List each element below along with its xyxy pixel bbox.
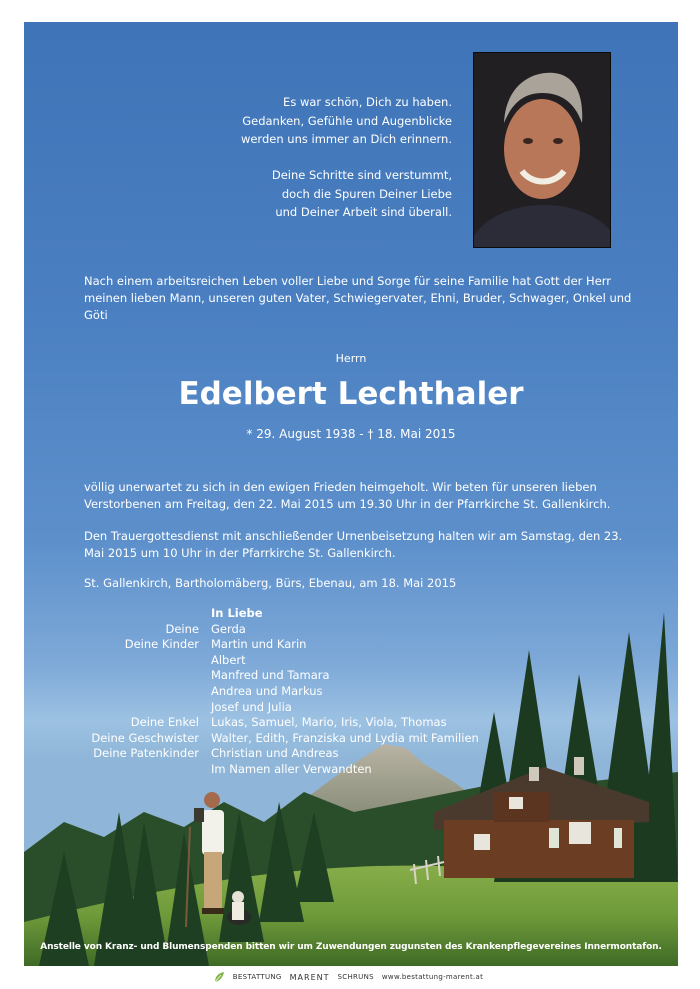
mourner-role: Deine Geschwister [91,730,199,745]
mourner-names: Im Namen aller Verwandten [211,761,372,776]
mourner-names: Lukas, Samuel, Mario, Iris, Viola, Thomas [211,715,447,730]
footer-brand: MARENT [289,972,330,982]
funeral-home-footer [0,968,700,986]
mourner-row [24,746,678,762]
mourner-role: Deine Patenkinder [93,746,199,761]
mourner-names: Gerda [211,621,246,636]
mourners-list [24,606,678,778]
mourner-row [24,731,678,747]
mourner-row [24,622,678,638]
mourner-row [24,668,678,684]
mourner-row [24,637,678,653]
mourner-role: Deine [165,621,199,636]
mourner-role [24,653,211,669]
funeral-paragraph: Den Trauergottesdienst mit anschließender Urnenbeisetzung halten wir am Samstag, den 23. Mai 2015 um 10 Uhr in der Pfarrkirche St. Gallenkirch. [84,529,623,560]
obituary-card [24,22,678,966]
mourner-row [24,653,678,669]
leaf-logo-icon [213,971,225,983]
mourner-role [24,668,211,684]
mourner-role [24,700,211,716]
donation-notice: Anstelle von Kranz- und Blumenspenden bitten wir um Zuwendungen zugunsten des Krankenpflegevereines Innermontafon. [40,942,662,952]
mourner-names: Christian und Andreas [211,746,339,761]
poem-line: werden uns immer an Dich erinnern. [240,132,452,146]
life-dates: * 29. August 1938 - † 18. Mai 2015 [246,427,456,441]
mourners-heading-row [24,606,678,622]
mourner-names: Martin und Karin [211,637,307,652]
mourner-names: Albert [211,652,246,667]
mourner-role: Deine Kinder [124,637,199,652]
poem-line: Gedanken, Gefühle und Augenblicke [242,113,452,128]
mourner-role [24,762,211,778]
mourner-role [24,684,211,700]
footer-prefix: BESTATTUNG [232,973,282,981]
mourner-row [24,715,678,731]
mourner-names: Josef und Julia [211,699,292,714]
mourner-names: Manfred und Tamara [211,668,330,683]
mourner-row [24,762,678,778]
mourner-names: Andrea und Markus [211,683,323,698]
prayer-paragraph: völlig unerwartet zu sich in den ewigen Frieden heimgeholt. Wir beten für unseren lieben Verstorbenen am Freitag, den 22. Mai 2015 um 19.30 Uhr in der Pfarrkirche St. Gallenkirch. [84,480,611,511]
poem-line: doch die Spuren Deiner Liebe [281,186,452,201]
poem-line: Es war schön, Dich zu haben. [283,95,452,109]
mourner-row [24,700,678,716]
footer-town: SCHRUNS [337,973,374,981]
poem-stanza-1 [241,93,452,149]
footer-url[interactable]: www.bestattung-marent.at [381,973,484,981]
portrait-photo [473,52,611,248]
salutation: Herrn [335,352,367,365]
poem-stanza-2 [272,166,452,222]
mourner-role: Deine Enkel [130,715,199,730]
deceased-name: Edelbert Lechthaler [178,376,524,412]
mourner-row [24,684,678,700]
intro-text: Nach einem arbeitsreichen Leben voller Liebe und Sorge für seine Familie hat Gott der Herr meinen lieben Mann, unseren guten Vater, Schwiegervater, Ehni, Bruder, Schwager, Onkel und Göti [84,274,632,322]
place-date-line: St. Gallenkirch, Bartholomäberg, Bürs, Ebenau, am 18. Mai 2015 [84,576,457,590]
mourners-heading: In Liebe [211,606,263,620]
poem-line: und Deiner Arbeit sind überall. [275,205,452,219]
mourner-names: Walter, Edith, Franziska und Lydia mit Familien [211,730,479,745]
poem-line: Deine Schritte sind verstummt, [271,168,452,182]
